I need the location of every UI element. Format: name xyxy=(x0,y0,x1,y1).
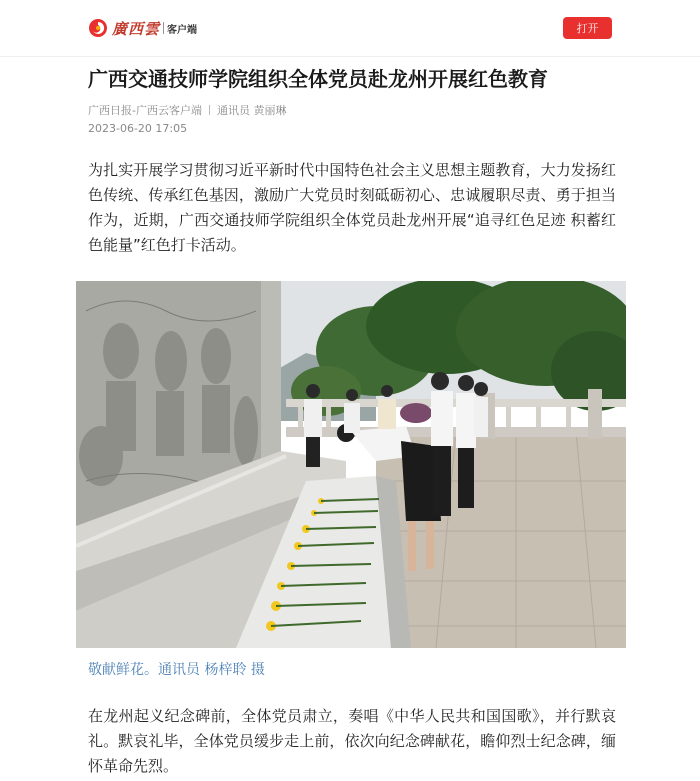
article-photo[interactable] xyxy=(76,281,626,648)
open-app-button[interactable]: 打开 xyxy=(563,17,612,39)
photo-memorial-flower-tribute xyxy=(76,281,626,648)
article-title: 广西交通技师学院组织全体党员赴龙州开展红色教育 xyxy=(88,67,548,91)
meta-divider xyxy=(209,105,210,115)
article-paragraph: 在龙州起义纪念碑前，全体党员肃立，奏唱《中华人民共和国国歌》，并行默哀礼。默哀礼毕，全体党员缓步走上前，依次向纪念碑献花，瞻仰烈士纪念碑，缅怀革命先烈。 xyxy=(88,707,616,775)
app-header xyxy=(0,0,700,57)
article-paragraph: 为扎实开展学习贯彻习近平新时代中国特色社会主义思想主题教育，大力发扬红色传统、传承红色基因，激励广大党员时刻砥砺初心、忠诚履职尽责、勇于担当作为，近期，广西交通技师学院组织全体党员赴龙州开展“追寻红色足迹 积蓄红色能量”红色打卡活动。 xyxy=(88,161,616,254)
article-source[interactable]: 广西日报-广西云客户端 xyxy=(88,104,202,117)
logo-name: 廣西雲 xyxy=(112,19,161,38)
logo-swirl-icon xyxy=(88,18,108,38)
photo-caption: 敬献鲜花。通讯员 杨梓聆 摄 xyxy=(88,662,265,678)
article-reporter: 通讯员 黄丽琳 xyxy=(216,104,287,117)
article-date: 2023-06-20 17:05 xyxy=(88,122,188,135)
app-logo[interactable] xyxy=(88,16,197,40)
article-meta xyxy=(88,102,286,118)
logo-divider xyxy=(163,22,164,34)
logo-tagline: 客户端 xyxy=(167,24,198,36)
